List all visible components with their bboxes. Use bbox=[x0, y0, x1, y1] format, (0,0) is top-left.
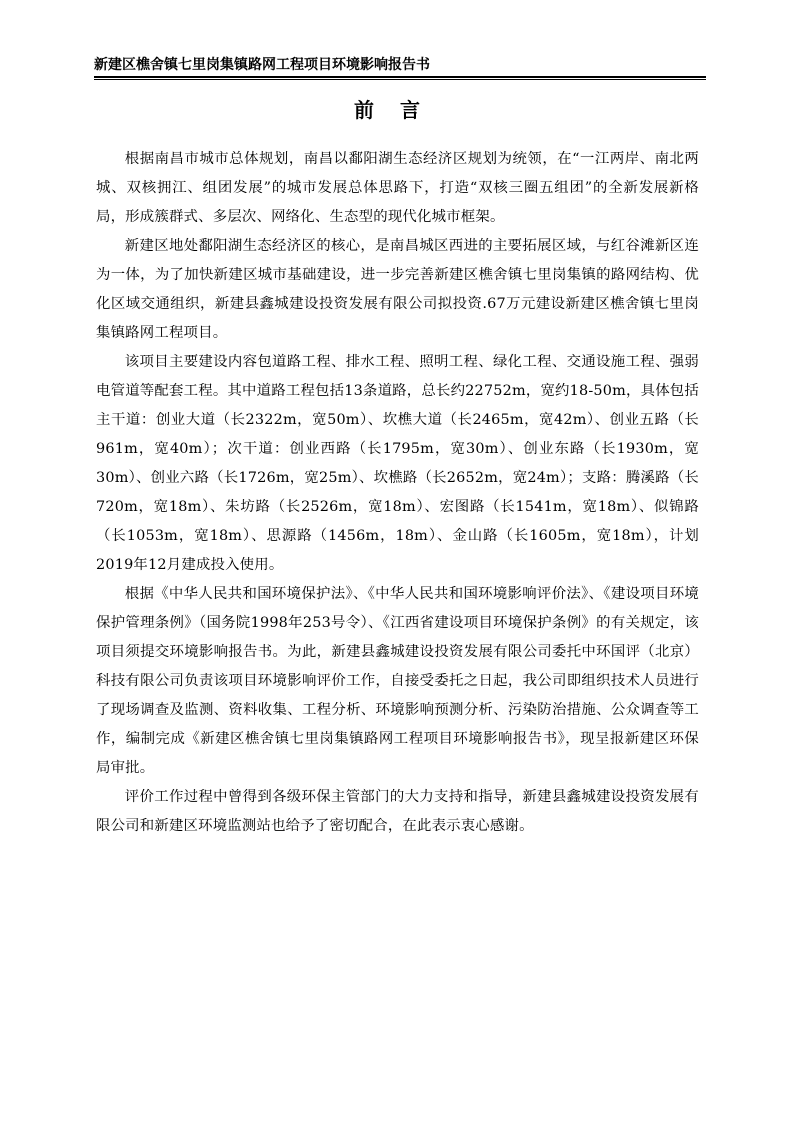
header-rule bbox=[94, 76, 706, 78]
document-body bbox=[96, 145, 699, 841]
paragraph-2: 新建区地处鄱阳湖生态经济区的核心，是南昌城区西进的主要拓展区域，与红谷滩新区连为一体，为了加快新建区城市基础建设，进一步完善新建区樵舍镇七里岗集镇的路网结构、优化区域交通组织，新建县鑫城建设投资发展有限公司拟投资.67万元建设新建区樵舍镇七里岗集镇路网工程项目。 bbox=[96, 238, 699, 341]
paragraph-4: 根据《中华人民共和国环境保护法》、《中华人民共和国环境影响评价法》、《建设项目环境保护管理条例》（国务院1998年253号令）、《江西省建设项目环境保护条例》的有关规定，该项目须提交环境影响报告书。为此，新建县鑫城建设投资发展有限公司委托中环国评（北京）科技有限公司负责该项目环境影响评价工作，自接受委托之日起，我公司即组织技术人员进行了现场调查及监测、资料收集、工程分析、环境影响预测分析、污染防治措施、公众调查等工作，编制完成《新建区樵舍镇七里岗集镇路网工程项目环境影响报告书》，现呈报新建区环保局审批。 bbox=[96, 586, 699, 776]
page-title: 前言 bbox=[354, 98, 446, 122]
header-title: 新建区樵舍镇七里岗集镇路网工程项目环境影响报告书 bbox=[94, 57, 430, 73]
paragraph-3: 该项目主要建设内容包道路工程、排水工程、照明工程、绿化工程、交通设施工程、强弱电管道等配套工程。其中道路工程包括13条道路，总长约22752m，宽约18-50m，具体包括主干道：创业大道（长2322m，宽50m）、坎樵大道（长2465m，宽42m）、创业五路（长961m，宽40m）；次干道：创业西路（长1795m，宽30m）、创业东路（长1930m，宽30m）、创业六路（长1726m，宽25m）、坎樵路（长2652m，宽24m）；支路：腾溪路（长720m，宽18m）、朱坊路（长2526m，宽18m）、宏图路（长1541m，宽18m）、似锦路（长1053m，宽18m）、思源路（1456m，18m）、金山路（长1605m，宽18m），计划2019年12月建成投入使用。 bbox=[96, 354, 699, 573]
page-header bbox=[94, 56, 706, 80]
header-rule-thin bbox=[94, 79, 706, 80]
paragraph-5: 评价工作过程中曾得到各级环保主管部门的大力支持和指导，新建县鑫城建设投资发展有限公司和新建区环境监测站也给予了密切配合，在此表示衷心感谢。 bbox=[96, 789, 699, 834]
paragraph-1: 根据南昌市城市总体规划，南昌以鄱阳湖生态经济区规划为统领，在“一江两岸、南北两城、双核拥江、组团发展”的城市发展总体思路下，打造“双核三圈五组团”的全新发展新格局，形成簇群式、多层次、网络化、生态型的现代化城市框架。 bbox=[96, 151, 699, 225]
